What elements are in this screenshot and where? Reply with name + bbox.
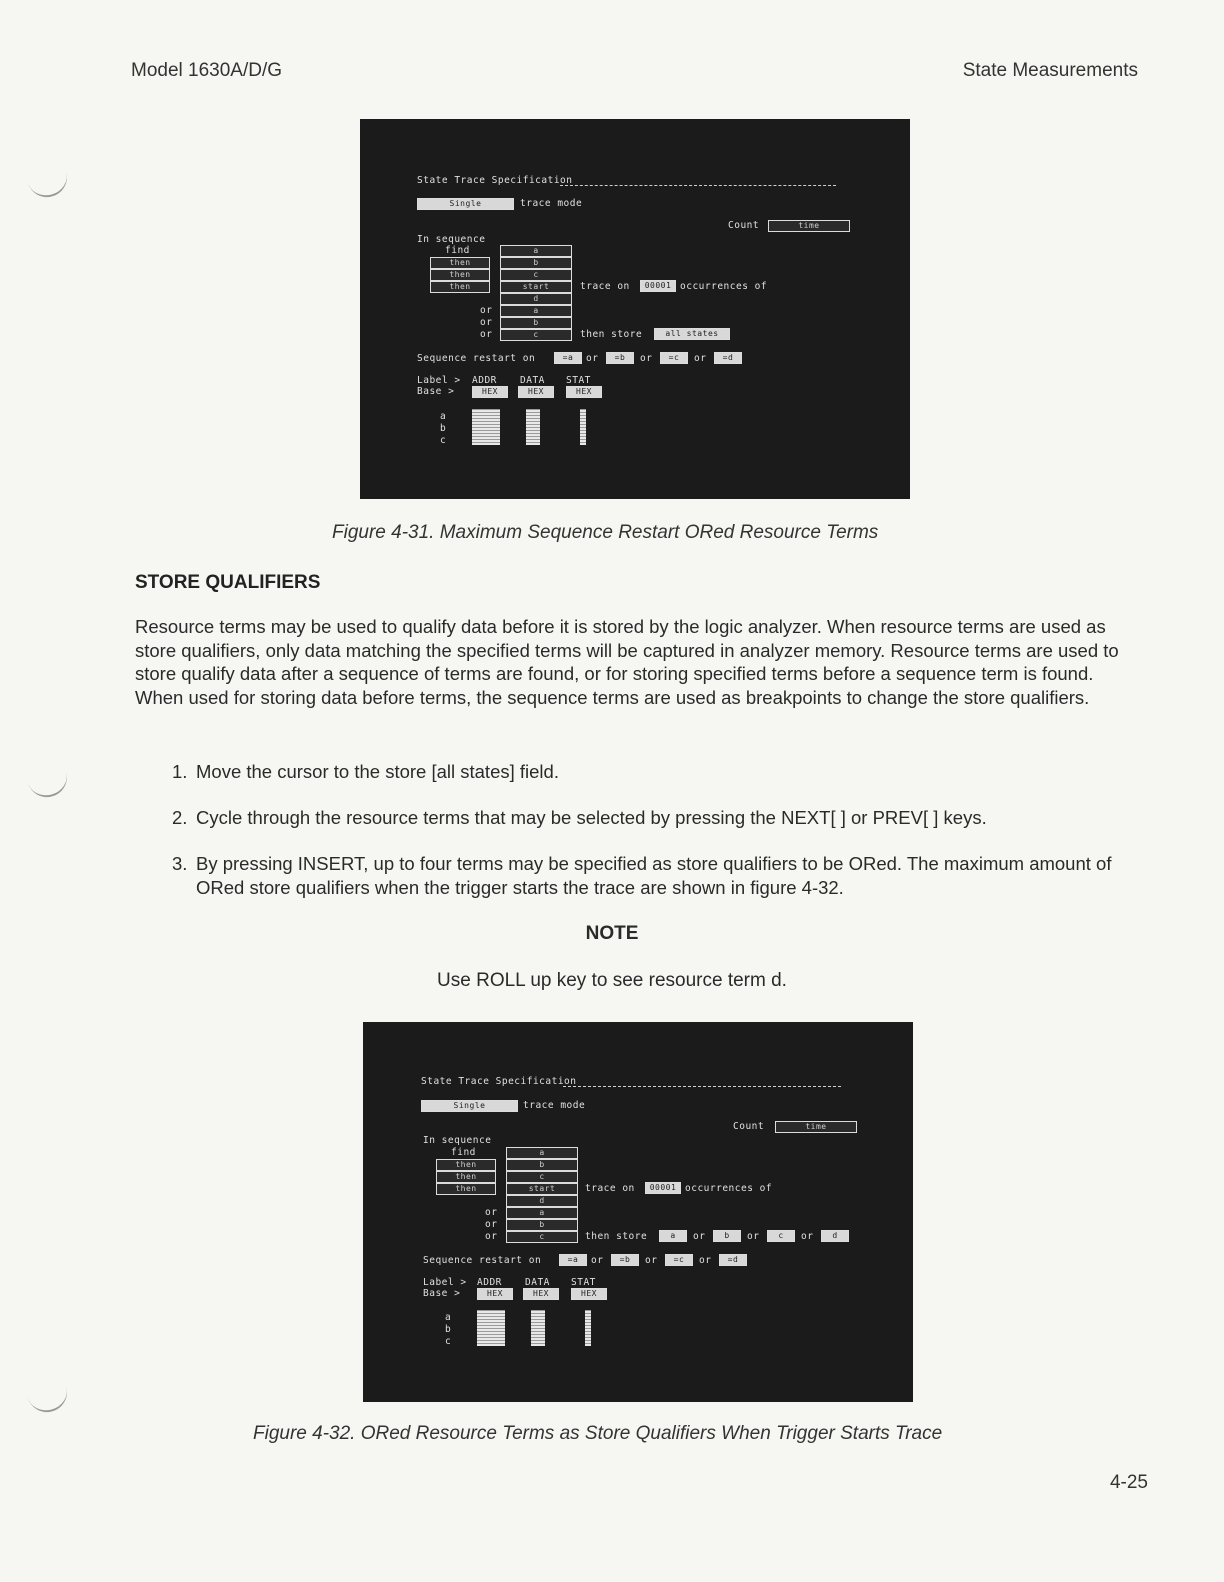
occurrences-label: occurrences of (685, 1183, 773, 1194)
store-term: a (659, 1230, 687, 1242)
or-label: or (480, 329, 493, 340)
row-label: a (445, 1312, 452, 1323)
restart-term: =c (660, 352, 688, 364)
seq-term-field: start (506, 1183, 578, 1195)
punch-hole-mark (25, 160, 72, 201)
or-label: or (485, 1231, 498, 1242)
or-label: or (747, 1231, 760, 1242)
restart-term: =d (714, 352, 742, 364)
trace-on-label: trace on (585, 1183, 635, 1194)
figure-caption: Figure 4-31. Maximum Sequence Restart ORed Resource Terms (332, 522, 879, 543)
page-number: 4-25 (1109, 1472, 1148, 1493)
screen-figure-4-32 (363, 1022, 913, 1402)
col-stat: STAT (571, 1277, 596, 1288)
seq-term-field: b (506, 1159, 578, 1171)
then-field: then (436, 1171, 496, 1183)
col-stat: STAT (566, 375, 591, 386)
or-term-field: c (500, 329, 572, 341)
or-label: or (485, 1219, 498, 1230)
row-label: b (445, 1324, 452, 1335)
or-label: or (480, 305, 493, 316)
col-data: DATA (520, 375, 545, 386)
list-number: 2. (172, 807, 188, 828)
mode-field: Single (421, 1100, 518, 1112)
header-section: State Measurements (962, 60, 1138, 81)
or-label: or (693, 1231, 706, 1242)
base-field: HEX (477, 1288, 513, 1300)
find-label: find (451, 1147, 476, 1158)
then-store-label: then store (580, 329, 643, 340)
store-term: d (821, 1230, 849, 1242)
or-label: or (645, 1255, 658, 1266)
restart-label: Sequence restart on (423, 1255, 542, 1266)
restart-term: =b (606, 352, 634, 364)
or-term-field: a (500, 305, 572, 317)
in-sequence-label: In sequence (423, 1135, 492, 1146)
header-model: Model 1630A/D/G (131, 60, 283, 81)
base-field: HEX (571, 1288, 607, 1300)
col-data: DATA (525, 1277, 550, 1288)
row-label: b (440, 423, 447, 434)
seq-term-field: d (506, 1195, 578, 1207)
seq-term-field: d (500, 293, 572, 305)
or-term-field: c (506, 1231, 578, 1243)
section-heading: STORE QUALIFIERS (135, 572, 321, 593)
stat-pattern-block (580, 409, 586, 445)
list-text: By pressing INSERT, up to four terms may be specified as store qualifiers to be ORed. The maximum amount of ORed store qualifiers when the trigger starts the trace are shown in figure 4-32. (196, 853, 1112, 898)
restart-term: =d (719, 1254, 747, 1266)
label-row-label: Label > (417, 375, 461, 386)
store-field: all states (654, 328, 730, 340)
list-number: 1. (172, 761, 188, 782)
title-underline (563, 1086, 841, 1087)
or-label: or (640, 353, 653, 364)
then-field: then (430, 257, 490, 269)
or-label: or (591, 1255, 604, 1266)
seq-term-field: c (506, 1171, 578, 1183)
base-row-label: Base > (417, 386, 455, 397)
or-term-field: a (506, 1207, 578, 1219)
punch-hole-mark (25, 760, 72, 801)
find-label: find (445, 245, 470, 256)
list-text: Move the cursor to the store [all states] field. (196, 761, 559, 782)
or-label: or (480, 317, 493, 328)
addr-pattern-block (477, 1310, 505, 1346)
restart-term: =b (611, 1254, 639, 1266)
col-addr: ADDR (477, 1277, 502, 1288)
then-field: then (430, 269, 490, 281)
stat-pattern-block (585, 1310, 591, 1346)
occurrences-field: 00001 (645, 1182, 681, 1194)
then-field: then (436, 1159, 496, 1171)
data-pattern-block (531, 1310, 545, 1346)
list-text: Cycle through the resource terms that may be selected by pressing the NEXT[ ] or PREV[ ] keys. (196, 807, 987, 828)
or-label: or (699, 1255, 712, 1266)
base-row-label: Base > (423, 1288, 461, 1299)
count-label: Count (733, 1121, 765, 1132)
row-label: c (440, 435, 447, 446)
label-row-label: Label > (423, 1277, 467, 1288)
occurrences-field: 00001 (640, 280, 676, 292)
mode-field: Single (417, 198, 514, 210)
then-field: then (430, 281, 490, 293)
data-pattern-block (526, 409, 540, 445)
store-term: b (713, 1230, 741, 1242)
seq-term-field: c (500, 269, 572, 281)
count-label: Count (728, 220, 760, 231)
col-addr: ADDR (472, 375, 497, 386)
punch-hole-mark (25, 1375, 72, 1416)
restart-term: =c (665, 1254, 693, 1266)
mode-label: trace mode (520, 198, 583, 209)
or-label: or (586, 353, 599, 364)
in-sequence-label: In sequence (417, 234, 486, 245)
count-field: time (775, 1121, 857, 1133)
then-store-label: then store (585, 1231, 648, 1242)
then-field: then (436, 1183, 496, 1195)
row-label: a (440, 411, 447, 422)
or-term-field: b (500, 317, 572, 329)
base-field: HEX (472, 386, 508, 398)
body-paragraph: Resource terms may be used to qualify data before it is stored by the logic analyzer. When resource terms are used as store qualifiers, only data matching the specified terms will be captured in analyzer memory. Resource terms are used to store qualify data after a sequence of terms are found, or for storing specified terms before a sequence term is found. When used for storing data before terms, the sequence terms are used as breakpoints to change the store qualifiers. (135, 616, 1119, 708)
or-label: or (485, 1207, 498, 1218)
figure-caption: Figure 4-32. ORed Resource Terms as Store Qualifiers When Trigger Starts Trace (253, 1423, 943, 1444)
note-text: Use ROLL up key to see resource term d. (437, 970, 787, 991)
note-title: NOTE (585, 923, 639, 944)
seq-term-field: start (500, 281, 572, 293)
screen-figure-4-31 (360, 119, 910, 499)
occurrences-label: occurrences of (680, 281, 768, 292)
mode-label: trace mode (523, 1100, 586, 1111)
base-field: HEX (523, 1288, 559, 1300)
seq-term-field: a (500, 245, 572, 257)
or-term-field: b (506, 1219, 578, 1231)
screen-title: State Trace Specification (417, 175, 573, 186)
restart-label: Sequence restart on (417, 353, 536, 364)
row-label: c (445, 1336, 452, 1347)
list-number: 3. (172, 853, 188, 874)
trace-on-label: trace on (580, 281, 630, 292)
seq-term-field: b (500, 257, 572, 269)
title-underline (560, 185, 836, 186)
seq-term-field: a (506, 1147, 578, 1159)
restart-term: =a (554, 352, 582, 364)
or-label: or (801, 1231, 814, 1242)
count-field: time (768, 220, 850, 232)
restart-term: =a (559, 1254, 587, 1266)
base-field: HEX (566, 386, 602, 398)
addr-pattern-block (472, 409, 500, 445)
screen-title: State Trace Specification (421, 1076, 577, 1087)
base-field: HEX (518, 386, 554, 398)
store-term: c (767, 1230, 795, 1242)
or-label: or (694, 353, 707, 364)
